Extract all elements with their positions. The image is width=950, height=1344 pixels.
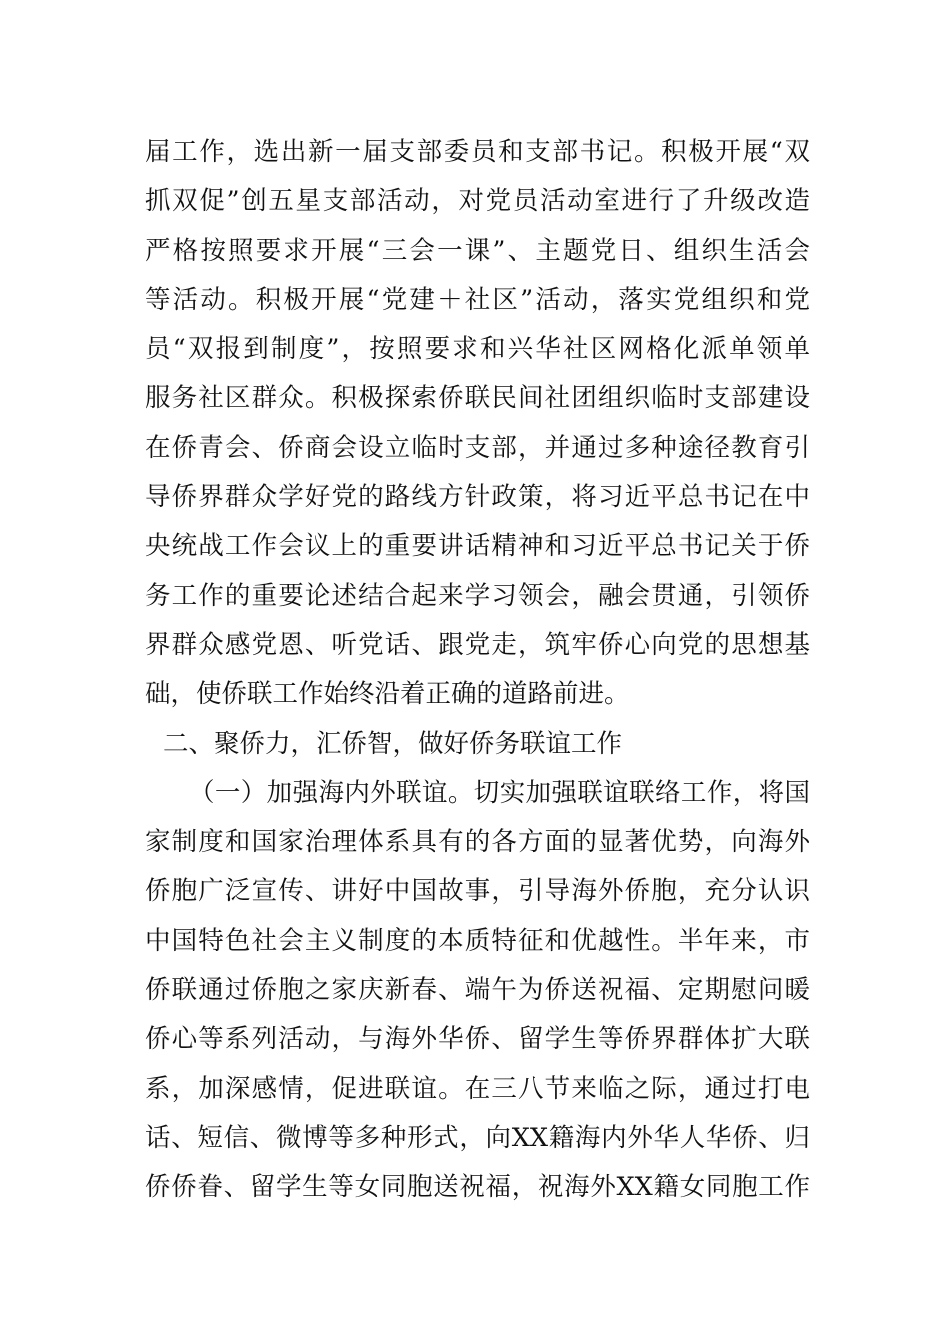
text-line: 务工作的重要论述结合起来学习领会，融会贯通，引领侨 (145, 580, 810, 611)
text-line: 抓双促”创五星支部活动，对党员活动室进行了升级改造 (145, 186, 810, 217)
text-line: 侨胞广泛宣传、讲好中国故事，引导海外侨胞，充分认识 (145, 876, 810, 907)
section-heading: 二、聚侨力，汇侨智，做好侨务联谊工作 (163, 728, 623, 759)
text-line: 等活动。积极开展“党建＋社区”活动，落实党组织和党 (145, 284, 810, 315)
text-line: 中国特色社会主义制度的本质特征和优越性。半年来，市 (145, 925, 810, 956)
text-line: 界群众感党恩、听党话、跟党走，筑牢侨心向党的思想基 (145, 629, 810, 660)
text-line: 家制度和国家治理体系具有的各方面的显著优势，向海外 (145, 827, 810, 858)
text-line: 服务社区群众。积极探索侨联民间社团组织临时支部建设 (145, 383, 810, 414)
text-line: 导侨界群众学好党的路线方针政策，将习近平总书记在中 (145, 482, 810, 513)
text-line: 话、短信、微博等多种形式，向XX籍海内外华人华侨、归 (145, 1122, 810, 1153)
text-line: 系，加深感情，促进联谊。在三八节来临之际，通过打电 (145, 1073, 810, 1104)
paragraph-end-line: 础，使侨联工作始终沿着正确的道路前进。 (145, 679, 630, 710)
subsection-heading-line: （一）加强海内外联谊。切实加强联谊联络工作，将国 (189, 777, 810, 808)
text-line: 侨联通过侨胞之家庆新春、端午为侨送祝福、定期慰问暖 (145, 975, 810, 1006)
text-line: 侨心等系列活动，与海外华侨、留学生等侨界群体扩大联 (145, 1024, 810, 1055)
text-line: 侨侨眷、留学生等女同胞送祝福，祝海外XX籍女同胞工作 (145, 1172, 810, 1203)
text-line: 央统战工作会议上的重要讲话精神和习近平总书记关于侨 (145, 531, 810, 562)
text-line: 届工作，选出新一届支部委员和支部书记。积极开展“双 (145, 137, 810, 167)
body-text (145, 128, 810, 1213)
text-line: 在侨青会、侨商会设立临时支部，并通过多种途径教育引 (145, 432, 810, 463)
text-line: 严格按照要求开展“三会一课”、主题党日、组织生活会 (145, 235, 810, 266)
text-line: 员“双报到制度”，按照要求和兴华社区网格化派单领单 (145, 334, 810, 365)
